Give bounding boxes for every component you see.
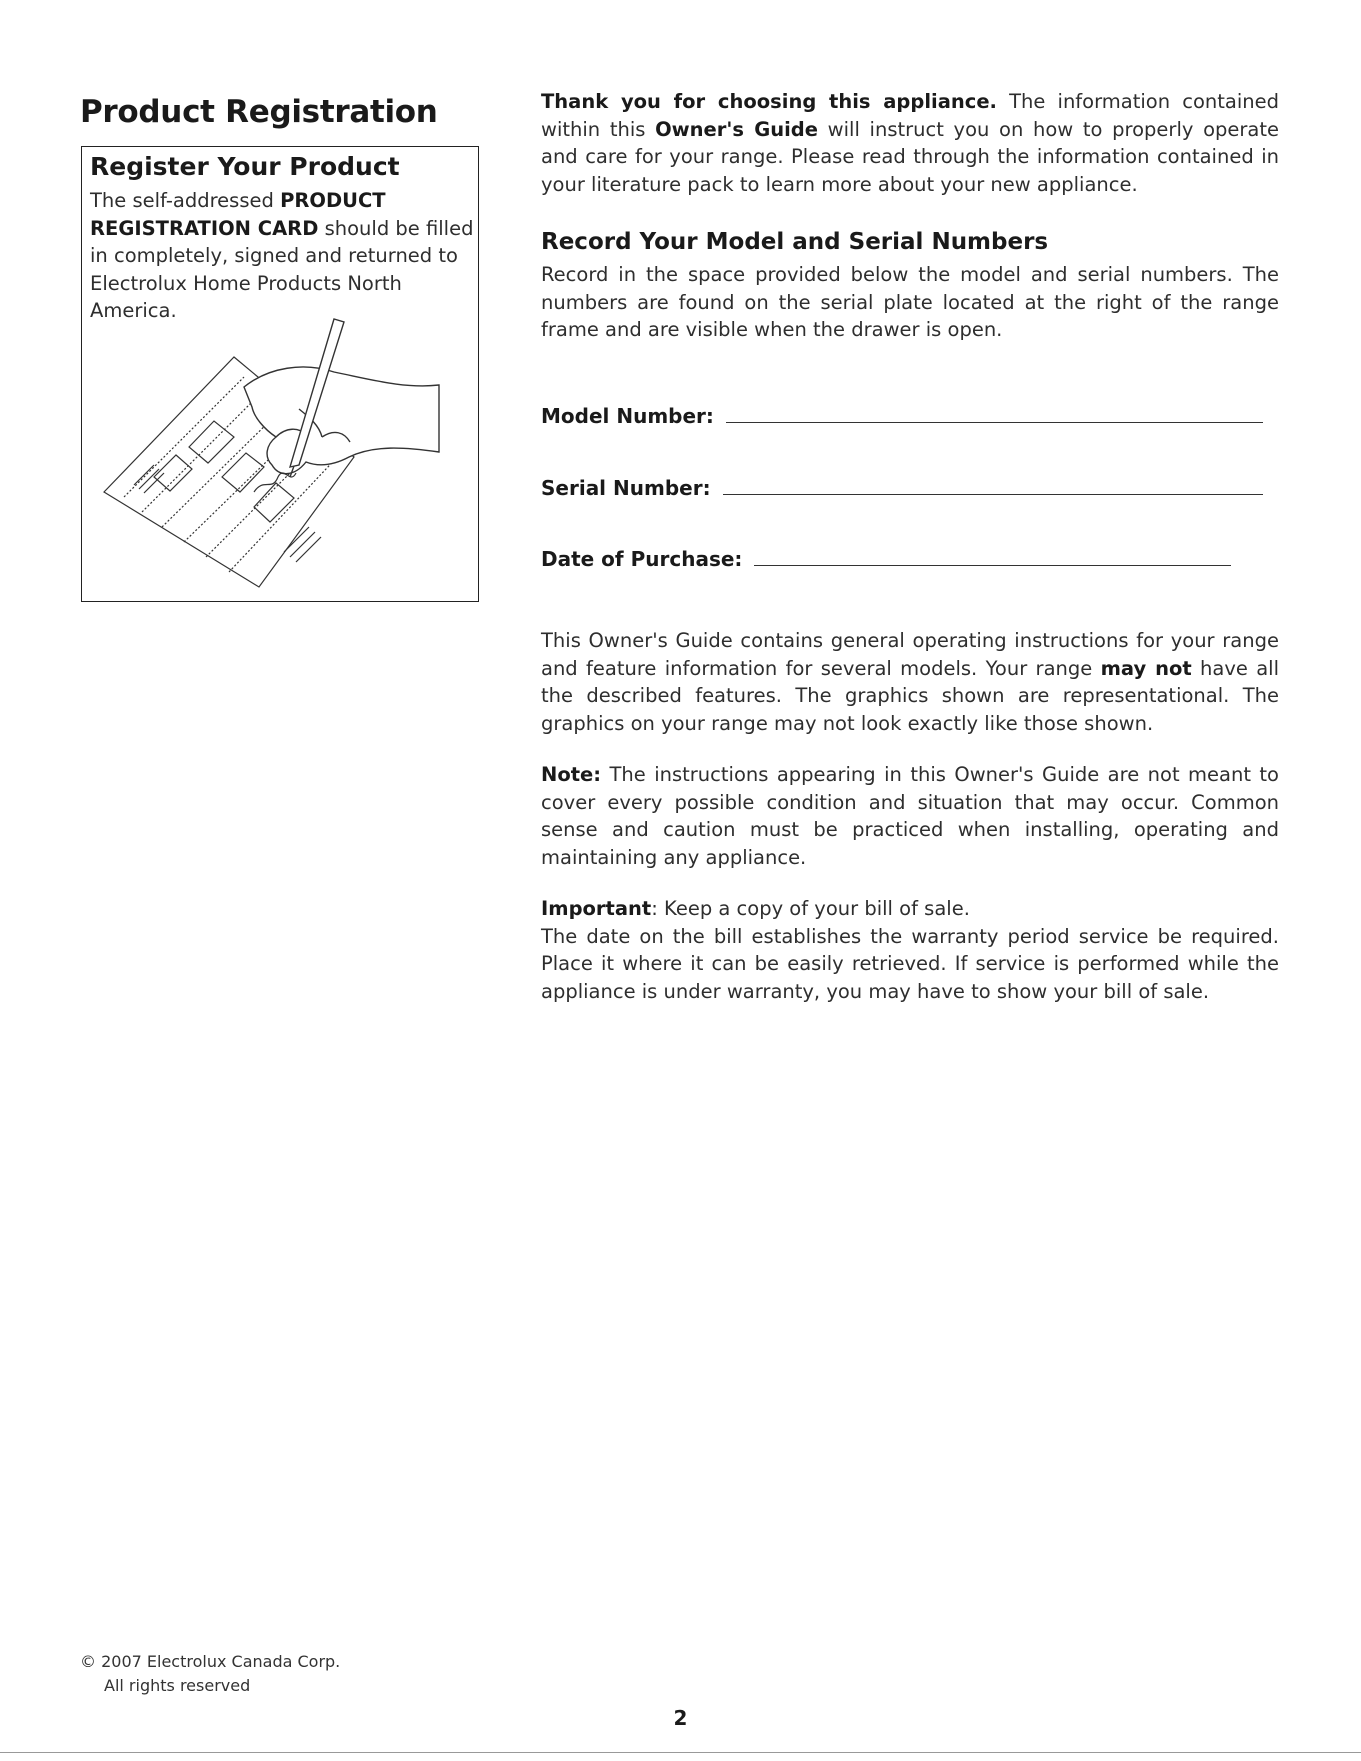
copyright-line: © 2007 Electrolux Canada Corp. <box>80 1652 341 1671</box>
note-paragraph <box>541 761 1279 871</box>
register-heading: Register Your Product <box>90 152 400 181</box>
intro-bold-1: Thank you for choosing this appliance. <box>541 90 997 113</box>
serial-number-label: Serial Number: <box>541 476 711 500</box>
record-section-heading: Record Your Model and Serial Numbers <box>541 229 1049 255</box>
registration-card-illustration <box>94 317 470 597</box>
register-text-part-2: should be filled in completely, signed and returned to Electrolux Home Products North America. <box>90 216 474 322</box>
model-number-line[interactable] <box>726 421 1263 423</box>
intro-bold-2: Owner's Guide <box>655 117 818 141</box>
intro-text-2: will instruct you on how to properly operate and care for your range. Please read through the information contained in your literature pack to learn more about your new appliance. <box>541 117 1279 196</box>
serial-number-line[interactable] <box>723 493 1263 495</box>
note-text: The instructions appearing in this Owner's Guide are not meant to cover every possible condition and situation that may occur. Common sense and caution must be practiced when installing, operating and maintaining any appliance. <box>541 763 1279 869</box>
page-title: Product Registration <box>80 94 438 130</box>
important-paragraph <box>541 895 1279 1005</box>
register-text <box>90 187 476 325</box>
record-section-text <box>541 261 1279 344</box>
page-number: 2 <box>673 1706 688 1730</box>
important-label: Important <box>541 897 652 920</box>
register-product-box <box>81 146 479 602</box>
date-of-purchase-label: Date of Purchase: <box>541 547 743 571</box>
guide-note-bold: may not <box>1100 656 1192 680</box>
important-text-1: : Keep a copy of your bill of sale. <box>651 897 970 920</box>
intro-text-1: The information contained within this <box>541 90 1279 141</box>
footer-copyright <box>80 1650 340 1698</box>
rights-line: All rights reserved <box>104 1676 251 1695</box>
guide-note-text-2: have all the described features. The graphics shown are representational. The graphics on your range may not look exactly like those shown. <box>541 656 1280 735</box>
date-of-purchase-field[interactable] <box>541 541 1231 571</box>
important-text-2: The date on the bill establishes the warranty period service be required. Place it where it can be easily retrieved. If service is performed while the appliance is under warranty, you may have to show your bill of sale. <box>541 924 1279 1003</box>
bottom-rule <box>0 1752 1361 1753</box>
guide-note-paragraph <box>541 627 1279 737</box>
registration-card-label: PRODUCT REGISTRATION CARD <box>90 189 386 240</box>
model-number-field[interactable] <box>541 398 1263 428</box>
note-label: Note: <box>541 763 602 786</box>
register-text-part-1: The self-addressed <box>90 189 281 212</box>
guide-note-text-1: This Owner's Guide contains general operating instructions for your range and feature information for several models. Your range <box>541 629 1279 680</box>
date-of-purchase-line[interactable] <box>754 564 1231 566</box>
model-number-label: Model Number: <box>541 404 714 428</box>
serial-number-field[interactable] <box>541 470 1263 500</box>
record-text: Record in the space provided below the model and serial numbers. The numbers are found on the serial plate located at the right of the range frame and are visible when the drawer is open. <box>541 263 1279 341</box>
intro-paragraph <box>541 88 1279 198</box>
